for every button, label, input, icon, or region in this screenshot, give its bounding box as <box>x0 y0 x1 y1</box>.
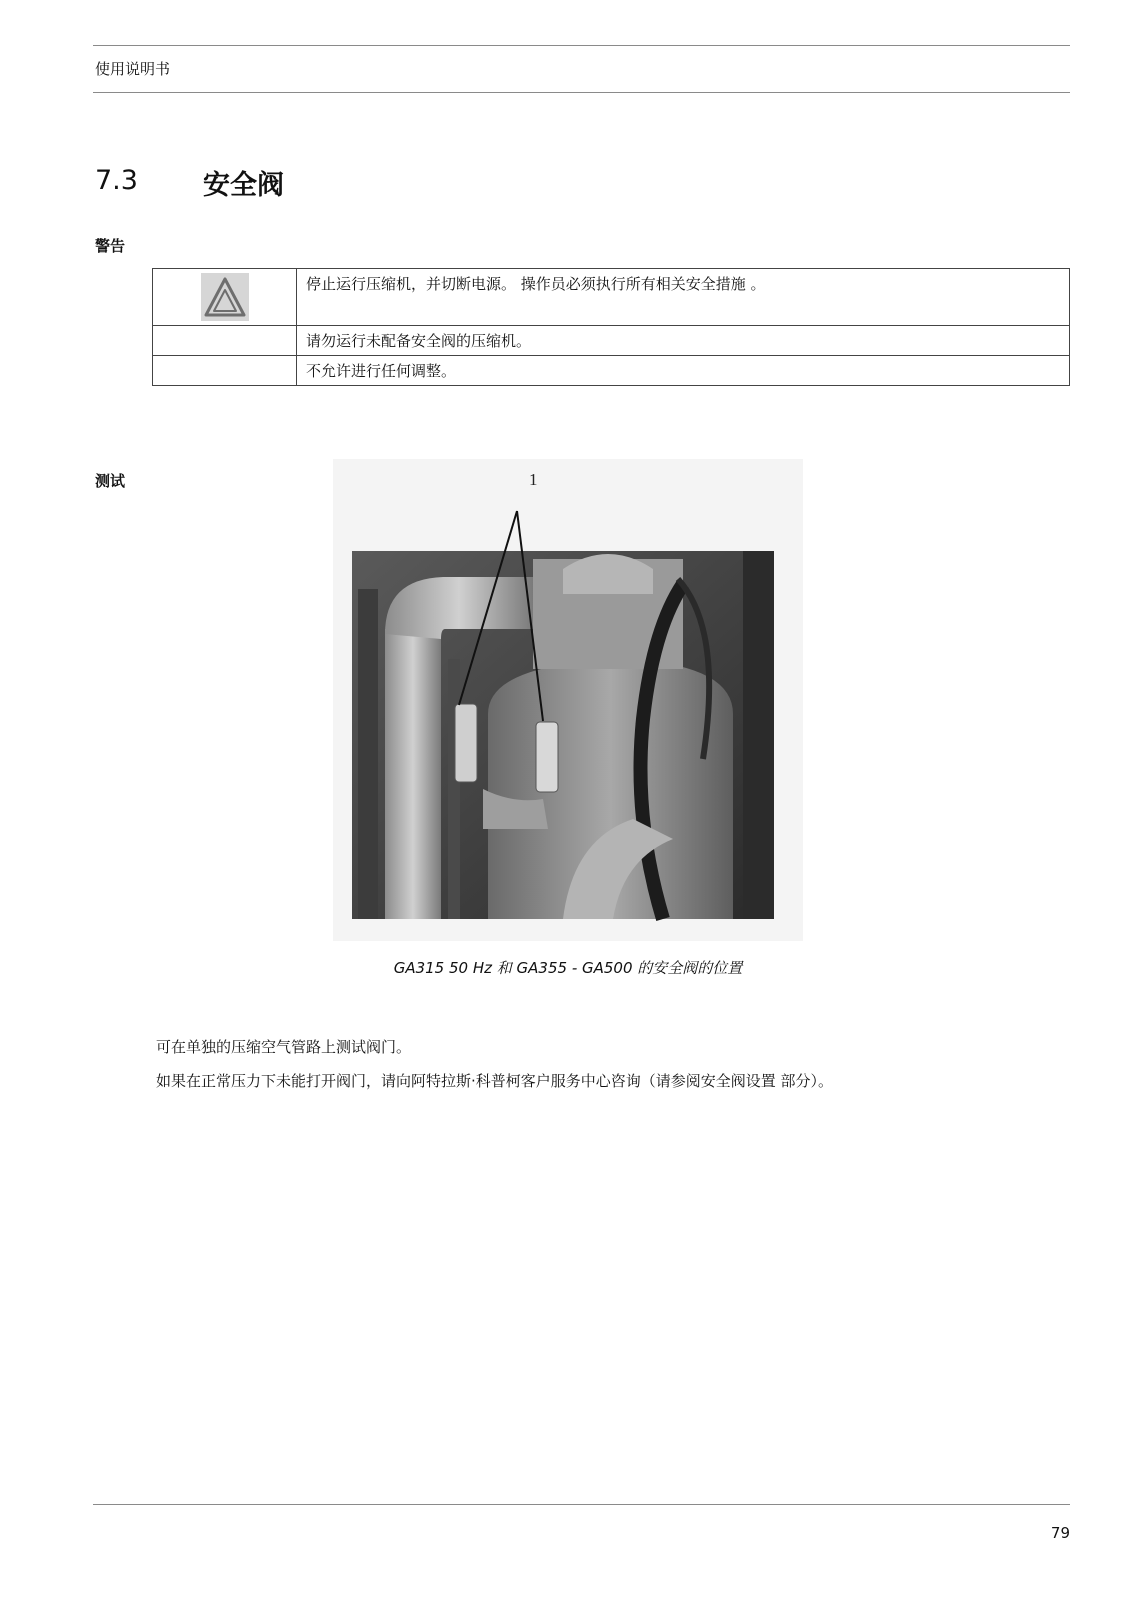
header-top-rule <box>93 45 1070 46</box>
warning-row <box>153 356 1070 386</box>
warning-triangle-icon <box>201 273 249 321</box>
warning-row-text: 停止运行压缩机，并切断电源。 操作员必须执行所有相关安全措施 。 <box>297 269 1070 326</box>
warning-row-text: 不允许进行任何调整。 <box>297 356 1070 386</box>
footer-rule <box>93 1504 1070 1505</box>
warning-empty-cell <box>153 356 297 386</box>
test-label: 测试 <box>95 472 126 490</box>
warning-table <box>152 268 1070 386</box>
warning-row <box>153 269 1070 326</box>
header-bottom-rule <box>93 92 1070 93</box>
section-title: 安全阀 <box>203 170 284 201</box>
warning-label: 警告 <box>95 237 126 255</box>
figure-caption: GA315 50 Hz 和 GA355 - GA500 的安全阀的位置 <box>393 959 743 977</box>
warning-row-text: 请勿运行未配备安全阀的压缩机。 <box>297 326 1070 356</box>
safety-valve-figure <box>333 459 803 941</box>
body-paragraph: 如果在正常压力下未能打开阀门，请向阿特拉斯·科普柯客户服务中心咨询（请参阅安全阀设置 部分）。 <box>156 1072 834 1090</box>
warning-empty-cell <box>153 326 297 356</box>
body-paragraph: 可在单独的压缩空气管路上测试阀门。 <box>156 1038 412 1056</box>
page-number: 79 <box>1050 1524 1070 1542</box>
figure-callout-number: 1 <box>529 470 538 489</box>
document-header-title: 使用说明书 <box>95 60 171 78</box>
warning-icon-cell <box>153 269 297 326</box>
safety-valve-photo <box>333 459 803 941</box>
section-number: 7.3 <box>95 165 138 196</box>
warning-row <box>153 326 1070 356</box>
